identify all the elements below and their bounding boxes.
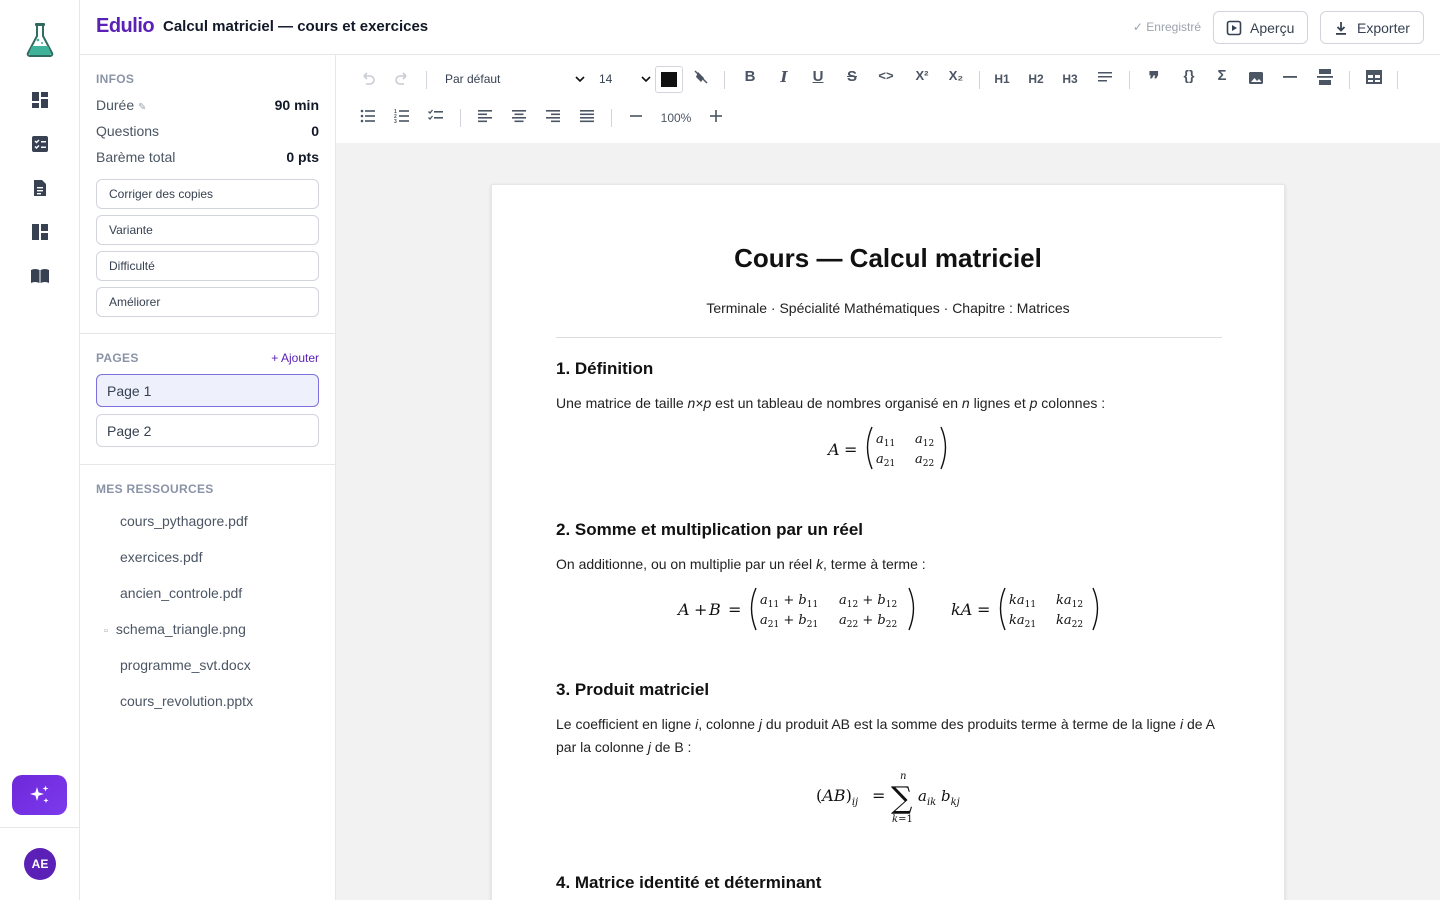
highlight-off-icon[interactable]: [693, 69, 709, 85]
document-title[interactable]: Calcul matriciel — cours et exercices: [163, 18, 429, 35]
align-right-icon[interactable]: [545, 108, 561, 124]
grade-copies-label: Corriger des copies: [109, 187, 214, 201]
section-3-text: [556, 713, 1222, 759]
style-select[interactable]: [445, 72, 585, 86]
dashboard-icon[interactable]: [30, 90, 50, 110]
rail-divider: [0, 827, 80, 828]
image-icon[interactable]: [1248, 70, 1264, 86]
undo-icon[interactable]: [360, 70, 376, 86]
document-subtitle: Terminale · Spécialité Mathématiques · Chapitre : Matrices: [706, 300, 1070, 316]
pages-heading: PAGES: [96, 351, 139, 365]
svg-text:a12 + b12: $a_{12} + b_{12}$: [839, 593, 898, 610]
text-run: , terme à terme :: [822, 556, 926, 572]
export-button[interactable]: [1320, 11, 1424, 44]
info-row-total: [96, 149, 319, 165]
info-value: 90 min: [274, 97, 319, 113]
improve-label: Améliorer: [109, 295, 161, 309]
font-size-select[interactable]: [599, 72, 651, 86]
svg-text:∑: ∑: [891, 781, 913, 816]
difficulty-label: Difficulté: [109, 259, 155, 273]
svg-text:=: =: [844, 440, 858, 459]
subscript-button[interactable]: X₂: [948, 68, 964, 83]
text-run: est un tableau de nombres organisé en: [711, 395, 962, 411]
variant-button[interactable]: [96, 215, 319, 245]
formula-icon[interactable]: Σ: [1217, 67, 1227, 84]
toolbar-separator: [426, 71, 427, 89]
text-run: Le coefficient en ligne: [556, 716, 696, 732]
color-swatch: [661, 72, 677, 87]
resource-label: schema_triangle.png: [115, 621, 246, 637]
inline-code-button[interactable]: <>: [878, 68, 894, 83]
brand-logo[interactable]: Edulio: [96, 15, 155, 37]
sparkles-icon: [29, 784, 51, 806]
svg-text:ka12: $ka_{12}$: [1056, 593, 1084, 610]
svg-text:=: =: [977, 600, 991, 619]
improve-button[interactable]: [96, 287, 319, 317]
svg-text:2: 2: [394, 114, 397, 120]
text-run: lignes et: [969, 395, 1030, 411]
text-color-picker[interactable]: [655, 66, 683, 93]
toolbar-separator: [1129, 71, 1130, 89]
difficulty-button[interactable]: [96, 251, 319, 281]
toolbar-separator: [724, 71, 725, 89]
bullet-list-icon[interactable]: [360, 108, 376, 124]
math-inline: p: [1029, 395, 1038, 411]
section-2-text: [556, 553, 1222, 576]
checklist-icon[interactable]: [30, 134, 50, 154]
text-run: On additionne, ou on multiplie par un réel: [556, 556, 816, 572]
svg-text:a21 + b21: $a_{21} + b_{21}$: [760, 613, 819, 630]
flask-logo-icon[interactable]: [26, 22, 54, 58]
svg-text:ka21: $ka_{21}$: [1009, 613, 1037, 630]
section-1-heading: 1. Définition: [556, 359, 654, 378]
layout-icon[interactable]: [30, 222, 50, 242]
page-item-1[interactable]: Page 1: [96, 374, 319, 407]
page-item-2[interactable]: Page 2: [96, 414, 319, 447]
toolbar-separator: [1397, 71, 1398, 89]
svg-text:=: =: [872, 786, 886, 805]
preview-button[interactable]: [1213, 11, 1308, 44]
align-justify-icon[interactable]: [579, 108, 595, 124]
zoom-out-icon[interactable]: [628, 108, 644, 124]
svg-text:B: B: [709, 600, 721, 619]
side-panel: [80, 55, 336, 900]
math-inline: n: [961, 395, 970, 411]
bold-button[interactable]: B: [744, 68, 756, 85]
resource-item[interactable]: ancien_controle.pdf: [120, 585, 243, 601]
page-break-icon[interactable]: [1316, 68, 1334, 86]
code-block-icon[interactable]: {}: [1183, 67, 1195, 83]
info-label: Questions: [96, 123, 160, 139]
math-inline: i: [695, 716, 699, 732]
preview-icon: [1226, 20, 1242, 36]
export-label: Exporter: [1357, 19, 1410, 36]
text-run: de A par la colonne: [556, 716, 1215, 755]
infos-heading: INFOS: [96, 72, 135, 86]
info-value: 0 pts: [286, 149, 319, 165]
resources-heading: MES RESSOURCES: [96, 482, 214, 496]
divider: [80, 333, 335, 334]
underline-button[interactable]: U: [812, 68, 824, 85]
zoom-in-icon[interactable]: [708, 108, 724, 124]
variant-label: Variante: [109, 223, 153, 237]
nav-rail: [0, 0, 80, 900]
heading-1-button[interactable]: H1: [994, 72, 1010, 86]
chevron-down-icon: [575, 74, 585, 84]
math-inline: j: [758, 716, 763, 732]
ai-assistant-button[interactable]: [12, 775, 67, 815]
svg-text:a11: $a_{11}$: [876, 432, 896, 449]
editor-toolbar: [336, 55, 1440, 143]
text-run: , colonne: [698, 716, 759, 732]
svg-text:a11 + b11: $a_{11} + b_{11}$: [760, 593, 819, 610]
toolbar-separator: [979, 71, 980, 89]
resource-item[interactable]: [104, 621, 246, 637]
matrix-product-formula: [810, 768, 970, 830]
svg-text:ka11: $ka_{11}$: [1009, 593, 1037, 610]
toolbar-separator: [1349, 71, 1350, 89]
resource-item[interactable]: cours_pythagore.pdf: [120, 513, 248, 529]
table-icon[interactable]: [1365, 68, 1383, 86]
resource-item[interactable]: exercices.pdf: [120, 549, 203, 565]
image-file-icon: ▫: [104, 625, 108, 637]
divider: [80, 464, 335, 465]
info-row-duration: [96, 97, 319, 113]
document-heading: Cours — Calcul matriciel: [734, 243, 1042, 273]
svg-text:a22: $a_{22}$: [915, 452, 935, 469]
redo-icon[interactable]: [394, 70, 410, 86]
book-icon[interactable]: [30, 266, 50, 286]
svg-text:n: n: [900, 771, 907, 782]
matrix-a-formula: [822, 423, 952, 473]
font-size-value: 14: [599, 72, 613, 86]
title-divider: [556, 337, 1222, 338]
svg-text:3: 3: [394, 119, 397, 124]
save-status: ✓ Enregistré: [1132, 20, 1201, 34]
section-2-heading: 2. Somme et multiplication par un réel: [556, 520, 864, 539]
heading-2-button[interactable]: H2: [1028, 72, 1044, 86]
chevron-down-icon: [641, 74, 651, 84]
document-page[interactable]: [491, 184, 1285, 900]
resource-item[interactable]: cours_revolution.pptx: [120, 693, 254, 709]
svg-text:A: A: [678, 600, 690, 619]
info-row-questions: [96, 123, 319, 139]
section-3-heading: 3. Produit matriciel: [556, 680, 710, 699]
document-icon[interactable]: [30, 178, 50, 198]
math-inline: n×p: [687, 395, 712, 411]
svg-text:+: +: [694, 600, 708, 619]
numbered-list-icon[interactable]: [394, 108, 410, 124]
math-inline: i: [1179, 716, 1184, 732]
top-bar: [80, 0, 1440, 55]
grade-copies-button[interactable]: [96, 179, 319, 209]
toolbar-separator: [611, 109, 612, 127]
text-run: colonnes :: [1037, 395, 1106, 411]
text-run: Une matrice de taille: [556, 395, 688, 411]
strikethrough-button[interactable]: S: [846, 68, 857, 85]
svg-text:aik bkj: $a_{ik}$ $b_{kj}$: [918, 787, 960, 808]
checklist-toolbar-icon[interactable]: [428, 108, 444, 124]
svg-text:(AB)ij: $(AB)_{ij}$: [816, 786, 859, 808]
section-4-heading: 4. Matrice identité et déterminant: [556, 873, 822, 892]
svg-text:1: 1: [394, 109, 397, 115]
section-1-text: [556, 392, 1222, 415]
svg-text:=: =: [728, 600, 742, 619]
math-inline: k: [815, 556, 823, 572]
preview-label: Aperçu: [1250, 19, 1295, 36]
style-value: Par défaut: [445, 72, 501, 86]
editor-workspace: [336, 143, 1440, 900]
text-run: du produit AB est la somme des produits terme à terme de la ligne: [762, 716, 1180, 732]
svg-text:A: A: [828, 440, 840, 459]
heading-3-button[interactable]: H3: [1062, 72, 1078, 86]
info-label: Durée: [96, 97, 135, 113]
download-icon: [1333, 20, 1349, 36]
toolbar-separator: [460, 109, 461, 127]
zoom-level: 100%: [660, 111, 692, 125]
add-page-link[interactable]: + Ajouter: [271, 351, 319, 365]
svg-text:ka22: $ka_{22}$: [1056, 613, 1084, 630]
info-value: 0: [311, 123, 319, 139]
superscript-button[interactable]: X²: [915, 68, 929, 83]
paragraph-icon[interactable]: [1097, 69, 1113, 85]
svg-text:kA: kA: [951, 600, 973, 619]
sum-and-scalar-formula: [672, 584, 1112, 634]
svg-text:a21: $a_{21}$: [876, 452, 896, 469]
svg-text:a12: $a_{12}$: [915, 432, 935, 449]
align-left-icon[interactable]: [477, 108, 493, 124]
svg-text:a22 + b22: $a_{22} + b_{22}$: [839, 613, 898, 630]
edit-icon[interactable]: ✎: [138, 102, 147, 113]
align-center-icon[interactable]: [511, 108, 527, 124]
info-label: Barème total: [96, 149, 176, 165]
italic-button[interactable]: I: [780, 68, 788, 86]
horizontal-rule-icon[interactable]: [1282, 69, 1298, 85]
quote-icon[interactable]: ❞: [1148, 67, 1160, 91]
svg-text:k=1: k=1: [892, 814, 913, 825]
text-run: de B :: [650, 739, 692, 755]
resource-item[interactable]: programme_svt.docx: [120, 657, 251, 673]
user-avatar[interactable]: AE: [24, 848, 56, 880]
math-inline: j: [647, 739, 651, 755]
